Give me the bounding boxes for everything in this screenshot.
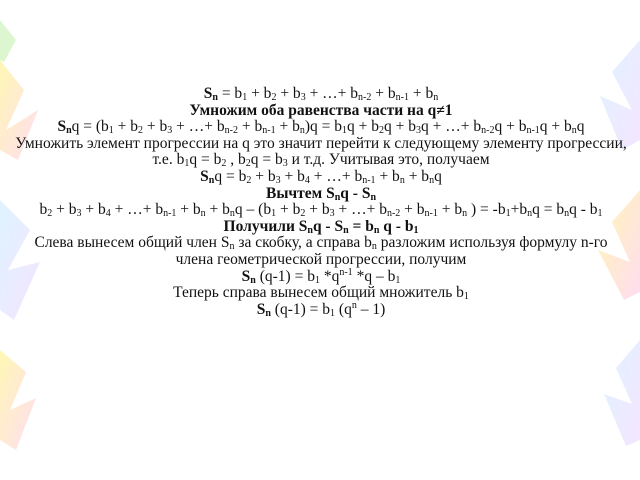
- subscript: n: [265, 307, 271, 319]
- subscript: n: [299, 125, 305, 137]
- subscript: n: [571, 125, 577, 137]
- subscript: n-2: [481, 125, 495, 137]
- text-run: q – (b: [234, 201, 272, 219]
- text-run: Умножим оба равенства части на q≠1: [189, 101, 453, 119]
- subscript: 3: [76, 208, 82, 220]
- subscript: n: [229, 208, 235, 220]
- text-run: b: [39, 201, 48, 219]
- subscript: n: [373, 224, 380, 236]
- result-obtained: [14, 219, 628, 236]
- text-run: = b: [217, 85, 243, 102]
- subscript: 2: [47, 208, 53, 220]
- text-run: q - b: [379, 217, 414, 235]
- superscript: n-1: [339, 266, 353, 278]
- subscript: n: [399, 174, 405, 186]
- formula-sum-sn: [14, 86, 628, 103]
- subscript: 1: [330, 307, 336, 319]
- text-run: q + b: [384, 118, 416, 136]
- text-run: + b: [400, 201, 425, 219]
- text-run: + b: [276, 201, 301, 219]
- subscript: n-1: [526, 125, 540, 137]
- text-run: + …+ b: [309, 167, 363, 185]
- subscript: n: [212, 92, 218, 103]
- text-run: + b: [276, 85, 301, 102]
- text-run: (q-1) = b: [270, 300, 331, 318]
- text-run: = b: [348, 217, 374, 235]
- subscript: 3: [275, 174, 281, 186]
- text-run: S: [241, 267, 251, 285]
- subscript: 1: [342, 125, 347, 137]
- subscript: n: [429, 174, 435, 186]
- text-run: разложим используя формулу n-го члена геометрической прогрессии, получим: [175, 234, 608, 268]
- slide-text: [14, 86, 628, 318]
- text-run: – 1): [356, 300, 386, 318]
- text-run: + …+ b: [334, 201, 387, 219]
- subscript: n: [343, 224, 349, 236]
- text-run: + b: [408, 85, 434, 102]
- text-run: + b: [113, 118, 139, 136]
- subscript: 3: [300, 92, 306, 103]
- subscript: 1: [395, 274, 401, 286]
- text-run: , b: [226, 151, 246, 169]
- subscript: 2: [246, 174, 252, 186]
- text-run: q = (b: [71, 118, 109, 136]
- explanation-factor-out: [14, 235, 628, 268]
- subscript: n: [229, 241, 235, 253]
- superscript: n: [351, 299, 357, 311]
- text-run: S: [203, 85, 213, 102]
- subscript: n: [208, 174, 215, 186]
- subscript: n-2: [386, 208, 401, 220]
- text-run: ) = -b: [467, 201, 506, 219]
- text-run: Вычтем S: [265, 184, 335, 202]
- text-run: Слева вынесем общий член S: [34, 234, 230, 252]
- text-run: q + b: [494, 118, 527, 136]
- subscript: 3: [329, 208, 335, 220]
- text-run: *q: [319, 267, 340, 285]
- text-run: + …+ b: [305, 85, 359, 102]
- subscript: n: [334, 191, 341, 203]
- subscript: 4: [105, 208, 111, 220]
- text-run: Умножить элемент прогрессии на q это значит перейти к следующему элементу прогрессии, т.е. b: [15, 134, 627, 169]
- text-run: + b: [275, 118, 300, 136]
- formula-difference: [14, 202, 628, 219]
- text-run: + b: [251, 167, 276, 185]
- subscript: n: [371, 241, 377, 253]
- text-run: (q: [335, 300, 352, 318]
- text-run: за скобку, а справа b: [234, 234, 372, 252]
- subscript: 1: [413, 224, 419, 236]
- subscript: n: [527, 208, 533, 220]
- formula-final: [14, 299, 628, 319]
- subscript: n-1: [395, 92, 409, 103]
- text-run: q + b: [347, 118, 379, 136]
- text-run: + …+ b: [110, 201, 164, 219]
- subscript: n-1: [362, 174, 376, 186]
- text-run: + b: [371, 85, 396, 102]
- explanation-next-element: [14, 136, 628, 169]
- subscript: n: [462, 208, 468, 220]
- text-run: S: [256, 300, 266, 318]
- subscript: n: [200, 208, 206, 220]
- text-run: + b: [305, 201, 330, 219]
- subscript: 1: [597, 208, 603, 220]
- subscript: 2: [300, 208, 306, 220]
- text-run: q = b: [532, 201, 565, 219]
- subscript: 2: [221, 158, 227, 170]
- formula-snq-shifted: [14, 169, 628, 186]
- heading-multiply-by-q: [14, 103, 628, 120]
- text-run: )q = b: [304, 118, 342, 136]
- subscript: 1: [184, 158, 190, 170]
- subscript: n: [307, 224, 313, 236]
- text-run: *q – b: [352, 267, 396, 285]
- subscript: n-2: [224, 125, 238, 137]
- text-run: + b: [205, 201, 230, 219]
- text-run: + b: [437, 201, 463, 219]
- text-run: +b: [510, 201, 528, 219]
- subscript: 3: [282, 158, 288, 170]
- text-run: + b: [176, 201, 201, 219]
- text-run: S: [200, 167, 209, 185]
- text-run: + b: [375, 167, 400, 185]
- subscript: 2: [138, 125, 144, 137]
- text-run: q: [434, 167, 442, 185]
- text-run: q = b: [250, 151, 283, 169]
- text-run: + b: [247, 85, 272, 102]
- subscript: 4: [304, 174, 310, 186]
- subscript: n: [370, 191, 376, 203]
- text-run: + b: [404, 167, 430, 185]
- subscript: n: [433, 92, 439, 103]
- subscript: 3: [416, 125, 421, 137]
- text-run: q - S: [340, 184, 371, 202]
- subscript: n: [250, 274, 256, 286]
- text-run: Теперь справа вынесем общий множитель b: [173, 284, 464, 302]
- explanation-common-factor: [14, 285, 628, 302]
- text-run: + b: [238, 118, 263, 136]
- formula-factored: [14, 266, 628, 286]
- text-run: q + b: [539, 118, 572, 136]
- subscript: 1: [505, 208, 511, 220]
- subscript: 3: [167, 125, 173, 137]
- subscript: 1: [271, 208, 277, 220]
- text-run: + b: [280, 167, 305, 185]
- text-run: q + …+ b: [421, 118, 482, 136]
- text-run: q - b: [569, 201, 598, 219]
- subscript: 2: [271, 92, 277, 103]
- subscript: 1: [108, 125, 114, 137]
- text-run: Получили S: [223, 217, 308, 235]
- subscript: 1: [314, 274, 320, 286]
- heading-subtract: [14, 186, 628, 203]
- subscript: 2: [245, 158, 251, 170]
- text-run: (q-1) = b: [255, 267, 315, 285]
- text-run: + b: [52, 201, 77, 219]
- text-run: + b: [81, 201, 106, 219]
- text-run: q = b: [214, 167, 247, 185]
- subscript: 1: [463, 291, 469, 303]
- subscript: n-1: [424, 208, 438, 220]
- text-run: q - S: [312, 217, 344, 235]
- subscript: n: [564, 208, 570, 220]
- text-run: и т.д. Учитывая это, получаем: [287, 151, 490, 169]
- formula-snq: [14, 119, 628, 136]
- subscript: n: [66, 125, 72, 137]
- subscript: n-2: [358, 92, 372, 103]
- subscript: 1: [242, 92, 248, 103]
- text-run: q = b: [189, 151, 222, 169]
- text-run: + b: [143, 118, 168, 136]
- subscript: 2: [379, 125, 384, 137]
- subscript: n-1: [262, 125, 276, 137]
- text-run: q: [576, 118, 585, 136]
- text-run: S: [57, 118, 67, 136]
- subscript: n-1: [163, 208, 177, 220]
- text-run: + …+ b: [172, 118, 225, 136]
